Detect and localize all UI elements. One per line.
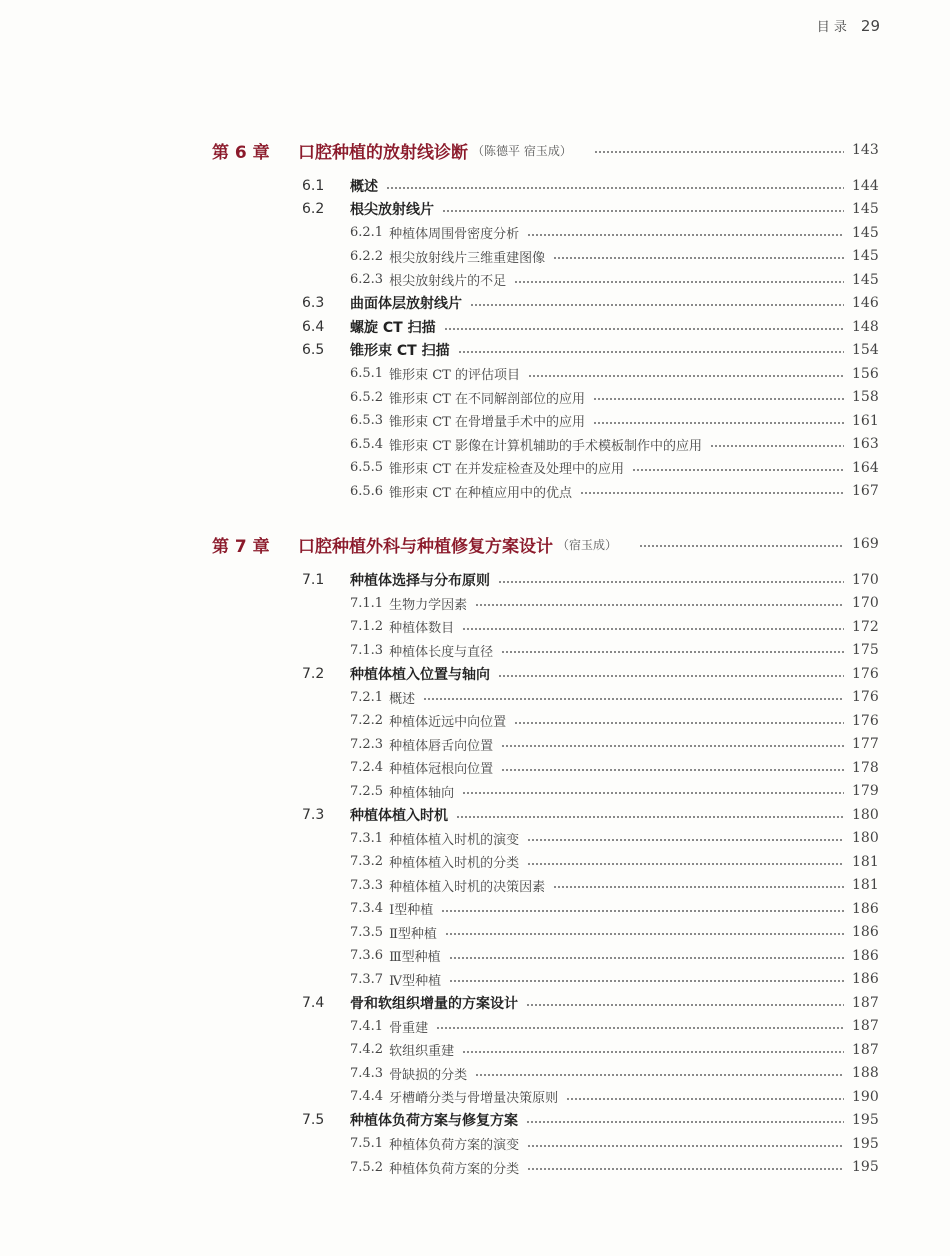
section-entry[interactable] bbox=[212, 991, 878, 1015]
entry-number: 7.3 bbox=[302, 806, 325, 823]
chapter-title: 口腔种植外科与种植修复方案设计 bbox=[298, 536, 553, 557]
entry-number: 7.1.1 bbox=[350, 595, 384, 611]
entry-number: 6.2.2 bbox=[350, 248, 384, 264]
dot-leader bbox=[501, 649, 844, 655]
chapter-number: 第 7 章 bbox=[212, 536, 270, 557]
entry-number: 7.2.2 bbox=[350, 713, 384, 729]
page-ref: 186 bbox=[852, 971, 879, 988]
page-ref: 154 bbox=[852, 342, 879, 359]
entry-number: 6.3 bbox=[302, 295, 325, 312]
entry-number: 7.2.3 bbox=[350, 736, 384, 752]
dot-leader bbox=[593, 420, 844, 426]
page-ref: 186 bbox=[852, 947, 879, 964]
entry-number: 6.5.3 bbox=[350, 413, 384, 429]
dot-leader bbox=[527, 1166, 844, 1172]
entry-title: 种植体周围骨密度分析 bbox=[389, 227, 520, 243]
dot-leader bbox=[436, 1025, 844, 1031]
entry-title: 概述 bbox=[389, 691, 416, 707]
entry-number: 7.1.2 bbox=[350, 619, 384, 635]
subsection-entry[interactable] bbox=[212, 686, 878, 710]
dot-leader bbox=[475, 602, 844, 608]
dot-leader bbox=[528, 373, 844, 379]
dot-leader bbox=[462, 626, 844, 632]
dot-leader bbox=[514, 279, 844, 285]
subsection-entry[interactable] bbox=[212, 897, 878, 921]
page-ref: 186 bbox=[852, 900, 879, 917]
entry-number: 7.4.4 bbox=[350, 1089, 384, 1105]
dot-leader bbox=[527, 232, 844, 238]
subsection-entry[interactable] bbox=[212, 850, 878, 874]
entry-title: 种植体负荷方案的分类 bbox=[389, 1161, 520, 1177]
entry-number: 6.2.3 bbox=[350, 272, 384, 288]
section-entry[interactable] bbox=[212, 568, 878, 592]
dot-leader bbox=[449, 955, 844, 961]
page-ref: 195 bbox=[852, 1135, 879, 1152]
dot-leader bbox=[593, 396, 844, 402]
section-entry[interactable] bbox=[212, 198, 878, 222]
dot-leader bbox=[594, 149, 844, 155]
page-ref: 145 bbox=[852, 271, 879, 288]
page-ref: 181 bbox=[852, 877, 879, 894]
entry-title: 种植体轴向 bbox=[389, 785, 455, 801]
entry-title: 概述 bbox=[350, 178, 378, 195]
page-ref: 145 bbox=[852, 201, 879, 218]
subsection-entry[interactable] bbox=[212, 1132, 878, 1156]
subsection-entry[interactable] bbox=[212, 709, 878, 733]
page-ref: 167 bbox=[852, 483, 879, 500]
page-ref: 145 bbox=[852, 224, 879, 241]
dot-leader bbox=[526, 1002, 844, 1008]
subsection-entry[interactable] bbox=[212, 1156, 878, 1180]
page-ref: 164 bbox=[852, 459, 879, 476]
entry-title: 根尖放射线片三维重建图像 bbox=[389, 250, 546, 266]
subsection-entry[interactable] bbox=[212, 756, 878, 780]
running-header bbox=[817, 16, 880, 35]
chapter-title-row[interactable] bbox=[212, 530, 878, 558]
dot-leader bbox=[527, 1143, 844, 1149]
entry-number: 7.1 bbox=[302, 571, 325, 588]
subsection-entry[interactable] bbox=[212, 386, 878, 410]
entry-number: 6.5 bbox=[302, 342, 325, 359]
entry-number: 7.4.3 bbox=[350, 1065, 384, 1081]
subsection-entry[interactable] bbox=[212, 733, 878, 757]
page-number: 29 bbox=[860, 16, 880, 35]
entry-title: 种植体近远中向位置 bbox=[389, 715, 507, 731]
subsection-entry[interactable] bbox=[212, 780, 878, 804]
dot-leader bbox=[527, 861, 844, 867]
dot-leader bbox=[553, 884, 844, 890]
dot-leader bbox=[475, 1072, 844, 1078]
subsection-entry[interactable] bbox=[212, 639, 878, 663]
entry-title: 种植体植入时机 bbox=[350, 807, 448, 824]
chapter-authors: （陈德平 宿玉成） bbox=[472, 143, 572, 158]
entry-title: 生物力学因素 bbox=[389, 597, 468, 613]
entry-title: 种植体长度与直径 bbox=[389, 644, 494, 660]
dot-leader bbox=[386, 185, 844, 191]
page-ref: 148 bbox=[852, 318, 879, 335]
dot-leader bbox=[462, 1049, 844, 1055]
subsection-entry[interactable] bbox=[212, 221, 878, 245]
dot-leader bbox=[456, 814, 844, 820]
page-ref: 158 bbox=[852, 389, 879, 406]
dot-leader bbox=[458, 349, 844, 355]
subsection-entry[interactable] bbox=[212, 592, 878, 616]
chapter-authors: （宿玉成） bbox=[557, 537, 618, 552]
entry-title: 软组织重建 bbox=[389, 1044, 455, 1060]
dot-leader bbox=[710, 443, 844, 449]
entry-title: 种植体选择与分布原则 bbox=[350, 572, 490, 589]
entry-title: 锥形束 CT 影像在计算机辅助的手术模板制作中的应用 bbox=[389, 438, 702, 454]
entry-title: 锥形束 CT 在并发症检查及处理中的应用 bbox=[389, 462, 624, 478]
entry-title: 曲面体层放射线片 bbox=[350, 296, 462, 313]
dot-leader bbox=[498, 579, 844, 585]
entry-title: 骨缺损的分类 bbox=[389, 1067, 468, 1083]
subsection-entry[interactable] bbox=[212, 921, 878, 945]
entry-number: 6.2.1 bbox=[350, 225, 384, 241]
dot-leader bbox=[527, 837, 844, 843]
subsection-entry[interactable] bbox=[212, 480, 878, 504]
page-ref: 181 bbox=[852, 853, 879, 870]
entry-number: 6.5.6 bbox=[350, 483, 384, 499]
section-entry[interactable] bbox=[212, 1109, 878, 1133]
entry-title: Ⅰ型种植 bbox=[389, 903, 434, 919]
entry-number: 6.5.1 bbox=[350, 366, 384, 382]
section-label: 目 录 bbox=[816, 20, 847, 35]
page-ref: 170 bbox=[852, 595, 879, 612]
dot-leader bbox=[553, 255, 844, 261]
entry-title: Ⅱ型种植 bbox=[389, 926, 437, 942]
page-ref: 180 bbox=[852, 806, 879, 823]
page-ref: 144 bbox=[852, 177, 879, 194]
entry-title: Ⅲ型种植 bbox=[389, 950, 441, 966]
page-ref: 190 bbox=[852, 1088, 879, 1105]
chapter-title-row[interactable] bbox=[212, 136, 878, 164]
entry-number: 7.3.3 bbox=[350, 877, 384, 893]
subsection-entry[interactable] bbox=[212, 362, 878, 386]
page-ref: 163 bbox=[852, 436, 879, 453]
entry-number: 6.2 bbox=[302, 201, 325, 218]
entry-title: 螺旋 CT 扫描 bbox=[350, 319, 436, 336]
page-ref: 156 bbox=[852, 365, 879, 382]
entry-number: 7.2.4 bbox=[350, 760, 384, 776]
entry-title: 种植体负荷方案与修复方案 bbox=[350, 1113, 518, 1130]
subsection-entry[interactable] bbox=[212, 1015, 878, 1039]
subsection-entry[interactable] bbox=[212, 968, 878, 992]
dot-leader bbox=[445, 931, 844, 937]
entry-number: 6.1 bbox=[302, 177, 325, 194]
entry-title: 种植体数目 bbox=[389, 621, 455, 637]
page-ref: 187 bbox=[852, 1018, 879, 1035]
subsection-entry[interactable] bbox=[212, 245, 878, 269]
dot-leader bbox=[462, 790, 844, 796]
subsection-entry[interactable] bbox=[212, 1062, 878, 1086]
entry-number: 7.3.2 bbox=[350, 854, 384, 870]
page-ref: 180 bbox=[852, 830, 879, 847]
page-ref: 143 bbox=[852, 142, 879, 158]
section-entry[interactable] bbox=[212, 339, 878, 363]
dot-leader bbox=[501, 743, 844, 749]
dot-leader bbox=[501, 767, 844, 773]
entry-title: 锥形束 CT 扫描 bbox=[350, 343, 450, 360]
entry-title: 种植体植入时机的决策因素 bbox=[389, 879, 546, 895]
page-ref: 161 bbox=[852, 412, 879, 429]
dot-leader bbox=[632, 467, 844, 473]
page-ref: 176 bbox=[852, 712, 879, 729]
dot-leader bbox=[442, 208, 844, 214]
entry-number: 6.5.4 bbox=[350, 436, 384, 452]
dot-leader bbox=[444, 326, 844, 332]
entry-number: 7.3.4 bbox=[350, 901, 384, 917]
entry-title: 种植体负荷方案的演变 bbox=[389, 1138, 520, 1154]
subsection-entry[interactable] bbox=[212, 409, 878, 433]
entry-title: 锥形束 CT 在种植应用中的优点 bbox=[389, 485, 572, 501]
page-ref: 178 bbox=[852, 759, 879, 776]
entry-number: 7.1.3 bbox=[350, 642, 384, 658]
entry-title: 骨和软组织增量的方案设计 bbox=[350, 995, 518, 1012]
page-ref: 176 bbox=[852, 665, 879, 682]
entry-number: 7.2.5 bbox=[350, 783, 384, 799]
dot-leader bbox=[514, 720, 844, 726]
dot-leader bbox=[423, 696, 844, 702]
page-ref: 179 bbox=[852, 783, 879, 800]
subsection-entry[interactable] bbox=[212, 874, 878, 898]
subsection-entry[interactable] bbox=[212, 615, 878, 639]
entry-number: 6.5.5 bbox=[350, 460, 384, 476]
page-ref: 170 bbox=[852, 571, 879, 588]
entry-title: 牙槽嵴分类与骨增量决策原则 bbox=[389, 1091, 559, 1107]
chapter-block bbox=[212, 530, 878, 1179]
dot-leader bbox=[526, 1119, 844, 1125]
entry-number: 7.5.1 bbox=[350, 1136, 384, 1152]
dot-leader bbox=[639, 543, 844, 549]
chapter-block bbox=[212, 136, 878, 503]
entry-title: 根尖放射线片 bbox=[350, 202, 434, 219]
page-ref: 187 bbox=[852, 1041, 879, 1058]
entry-number: 7.2 bbox=[302, 665, 325, 682]
page-ref: 172 bbox=[852, 618, 879, 635]
subsection-entry[interactable] bbox=[212, 944, 878, 968]
entry-title: 种植体冠根向位置 bbox=[389, 762, 494, 778]
entry-number: 7.3.6 bbox=[350, 948, 384, 964]
entry-list bbox=[212, 174, 878, 503]
page-ref: 195 bbox=[852, 1159, 879, 1176]
subsection-entry[interactable] bbox=[212, 1085, 878, 1109]
entry-title: 种植体植入时机的分类 bbox=[389, 856, 520, 872]
chapter-number: 第 6 章 bbox=[212, 142, 270, 163]
entry-number: 7.5.2 bbox=[350, 1159, 384, 1175]
page-ref: 145 bbox=[852, 248, 879, 265]
entry-number: 7.3.7 bbox=[350, 971, 384, 987]
dot-leader bbox=[449, 978, 844, 984]
chapter-title: 口腔种植的放射线诊断 bbox=[298, 142, 468, 163]
page-ref: 175 bbox=[852, 642, 879, 659]
entry-title: 锥形束 CT 的评估项目 bbox=[389, 368, 520, 384]
entry-title: 根尖放射线片的不足 bbox=[389, 274, 507, 290]
page-ref: 187 bbox=[852, 994, 879, 1011]
page-ref: 195 bbox=[852, 1112, 879, 1129]
entry-title: 锥形束 CT 在骨增量手术中的应用 bbox=[389, 415, 585, 431]
entry-number: 7.2.1 bbox=[350, 689, 384, 705]
dot-leader bbox=[566, 1096, 844, 1102]
entry-number: 6.4 bbox=[302, 318, 325, 335]
subsection-entry[interactable] bbox=[212, 433, 878, 457]
dot-leader bbox=[580, 490, 844, 496]
entry-number: 6.5.2 bbox=[350, 389, 384, 405]
entry-list bbox=[212, 568, 878, 1179]
entry-title: 种植体唇舌向位置 bbox=[389, 738, 494, 754]
entry-title: 种植体植入位置与轴向 bbox=[350, 666, 490, 683]
dot-leader bbox=[470, 302, 844, 308]
subsection-entry[interactable] bbox=[212, 268, 878, 292]
section-entry[interactable] bbox=[212, 315, 878, 339]
entry-number: 7.4.1 bbox=[350, 1018, 384, 1034]
dot-leader bbox=[441, 908, 844, 914]
subsection-entry[interactable] bbox=[212, 456, 878, 480]
entry-title: 种植体植入时机的演变 bbox=[389, 832, 520, 848]
page-ref: 186 bbox=[852, 924, 879, 941]
page-ref: 169 bbox=[852, 536, 879, 552]
subsection-entry[interactable] bbox=[212, 827, 878, 851]
entry-number: 7.3.1 bbox=[350, 830, 384, 846]
entry-title: 锥形束 CT 在不同解剖部位的应用 bbox=[389, 391, 585, 407]
subsection-entry[interactable] bbox=[212, 1038, 878, 1062]
dot-leader bbox=[498, 673, 844, 679]
entry-number: 7.5 bbox=[302, 1112, 325, 1129]
page-ref: 176 bbox=[852, 689, 879, 706]
section-entry[interactable] bbox=[212, 292, 878, 316]
entry-number: 7.4 bbox=[302, 994, 325, 1011]
page-ref: 188 bbox=[852, 1065, 879, 1082]
page-ref: 146 bbox=[852, 295, 879, 312]
section-entry[interactable] bbox=[212, 174, 878, 198]
entry-number: 7.4.2 bbox=[350, 1042, 384, 1058]
entry-title: Ⅳ型种植 bbox=[389, 973, 442, 989]
section-entry[interactable] bbox=[212, 662, 878, 686]
section-entry[interactable] bbox=[212, 803, 878, 827]
page-ref: 177 bbox=[852, 736, 879, 753]
entry-number: 7.3.5 bbox=[350, 924, 384, 940]
entry-title: 骨重建 bbox=[389, 1020, 429, 1036]
